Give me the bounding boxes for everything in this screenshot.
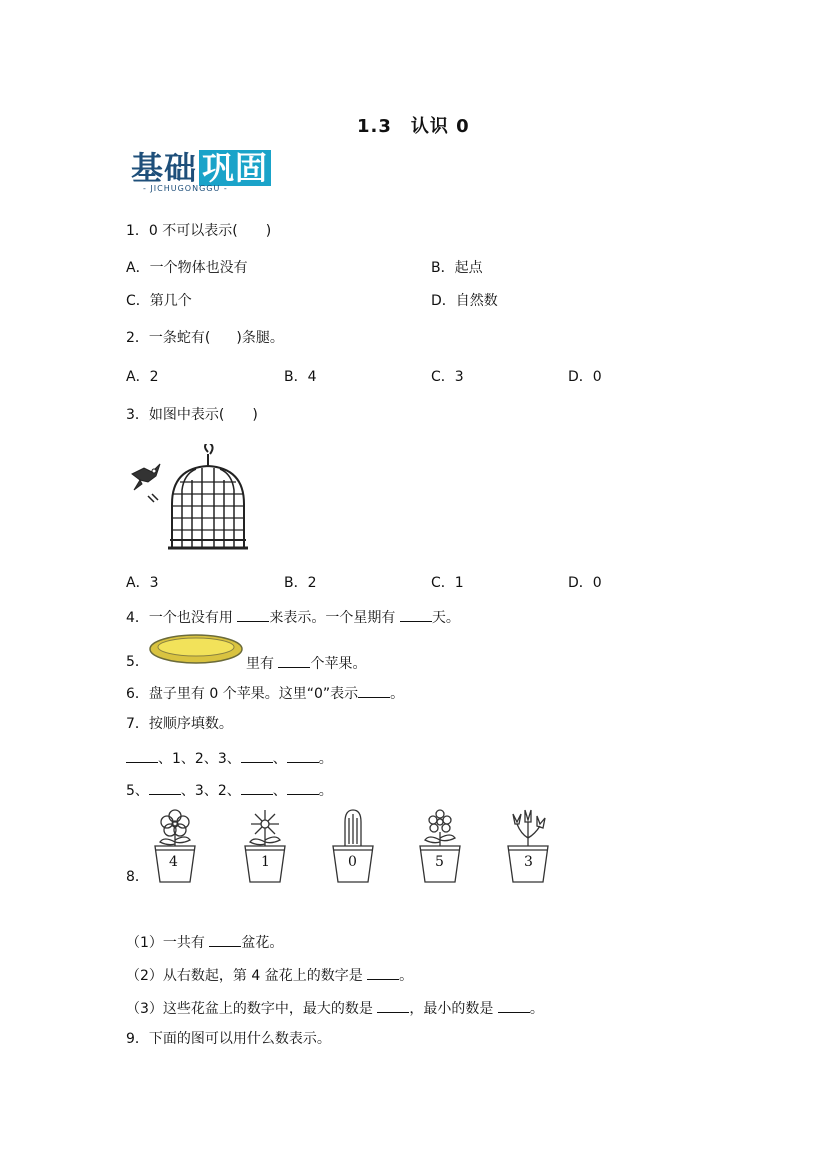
section-logo [131, 150, 271, 193]
pot-number-4: 5 [435, 854, 444, 870]
logo-subtitle: - JICHUGONGGU - [143, 184, 228, 193]
q8-number: 8． [126, 869, 149, 885]
q8-sub2-blank[interactable] [367, 965, 399, 980]
q7-r1-text-b: 、 [272, 751, 287, 767]
q5-text [246, 653, 366, 673]
q3-stem: 3．如图中表示( ) [126, 407, 258, 423]
q7-r2-blank-2[interactable] [241, 780, 273, 795]
q7-r1-blank-1[interactable] [126, 748, 158, 763]
flower-pot-5 [503, 808, 553, 884]
q3-option-b: B．2 [284, 575, 317, 591]
q2-option-d: D．0 [568, 369, 602, 385]
plate-icon [148, 632, 244, 666]
q3-option-d: D．0 [568, 575, 602, 591]
cactus-icon [328, 808, 378, 884]
q2-stem [126, 329, 284, 347]
q7-row-2 [126, 780, 333, 800]
q4-part1: 4．一个也没有用 [126, 610, 233, 626]
pot-number-2: 1 [261, 854, 270, 870]
pot-number-3: 0 [348, 854, 357, 870]
q1-option-d: D．自然数 [431, 293, 498, 309]
q8-sub3-text-a: （3）这些花盆上的数字中，最大的数是 [126, 1001, 373, 1017]
q8-sub-3 [126, 998, 544, 1018]
q8-sub3-text-b: ，最小的数是 [409, 1001, 494, 1017]
flower-pot-4 [415, 808, 465, 884]
flower-pot-1 [150, 808, 200, 884]
q5-part2: 个苹果。 [310, 656, 367, 672]
q8-sub1-blank[interactable] [209, 932, 241, 947]
page-title: 1.3 认识 0 [357, 116, 470, 137]
flower-pot-3 [328, 808, 378, 884]
q8-sub2-text-b: 。 [399, 968, 414, 984]
q8-sub2-text-a: （2）从右数起，第 4 盆花上的数字是 [126, 968, 363, 984]
flower-icon [150, 808, 200, 884]
q1-option-c: C．第几个 [126, 293, 192, 309]
q6-stem: 6．盘子里有 0 个苹果。这里“0”表示 [126, 686, 359, 702]
logo-text-2: 巩固 [199, 150, 271, 186]
q1-option-a: A．一个物体也没有 [126, 260, 248, 276]
logo-text-1: 基础 [131, 149, 198, 187]
q7-r1-blank-2[interactable] [241, 748, 273, 763]
q7-r2-blank-1[interactable] [149, 780, 181, 795]
q5-part1: 里有 [246, 656, 274, 672]
q8-sub1-text-a: （1）一共有 [126, 935, 205, 951]
daisy-icon [240, 808, 290, 884]
q2-option-c: C．3 [431, 369, 464, 385]
cage-icon [168, 444, 248, 548]
q6-text [126, 683, 404, 703]
pot-number-1: 4 [169, 854, 178, 870]
q8-sub1-text-b: 盆花。 [241, 935, 284, 951]
q5-number: 5． [126, 654, 149, 670]
q6-blank[interactable] [358, 683, 390, 698]
q3-option-c: C．1 [431, 575, 464, 591]
q2-stem-after: )条腿。 [236, 330, 284, 346]
bird-icon [132, 464, 160, 502]
bird-cage-illustration [126, 444, 256, 556]
q7-r2-text-a: 5、 [126, 783, 149, 799]
q2-stem-before: 2．一条蛇有( [126, 330, 211, 346]
q7-stem: 7．按顺序填数。 [126, 716, 233, 732]
q4-part3: 天。 [431, 610, 460, 626]
q8-sub3-blank-1[interactable] [377, 998, 409, 1013]
q7-r1-text-a: 、1、2、3、 [158, 751, 241, 767]
q7-r2-text-b: 、3、2、 [180, 783, 241, 799]
q4-text [126, 607, 460, 627]
pot-number-5: 3 [524, 854, 533, 870]
q6-end: 。 [390, 686, 405, 702]
q4-part2: 来表示。一个星期有 [269, 610, 396, 626]
tulip-icon [503, 808, 553, 884]
q5-blank[interactable] [278, 653, 310, 668]
q4-blank-1[interactable] [237, 607, 269, 622]
q7-r1-blank-3[interactable] [287, 748, 319, 763]
q8-sub3-text-c: 。 [529, 1001, 544, 1017]
q3-option-a: A．3 [126, 575, 159, 591]
q1-option-b: B．起点 [431, 260, 483, 276]
q8-sub-2 [126, 965, 413, 985]
q4-blank-2[interactable] [400, 607, 432, 622]
q7-r2-blank-3[interactable] [287, 780, 319, 795]
flower-pot-2 [240, 808, 290, 884]
q7-r2-text-c: 、 [272, 783, 287, 799]
q2-option-a: A．2 [126, 369, 159, 385]
q8-sub-1 [126, 932, 283, 952]
q9-stem: 9．下面的图可以用什么数表示。 [126, 1031, 331, 1047]
q1-stem: 1．0 不可以表示( ) [126, 223, 272, 239]
q8-sub3-blank-2[interactable] [498, 998, 530, 1013]
q7-row-1 [126, 748, 333, 768]
flower-icon [415, 808, 465, 884]
q7-r1-text-c: 。 [318, 751, 333, 767]
q7-r2-text-d: 。 [318, 783, 333, 799]
q2-option-b: B．4 [284, 369, 317, 385]
